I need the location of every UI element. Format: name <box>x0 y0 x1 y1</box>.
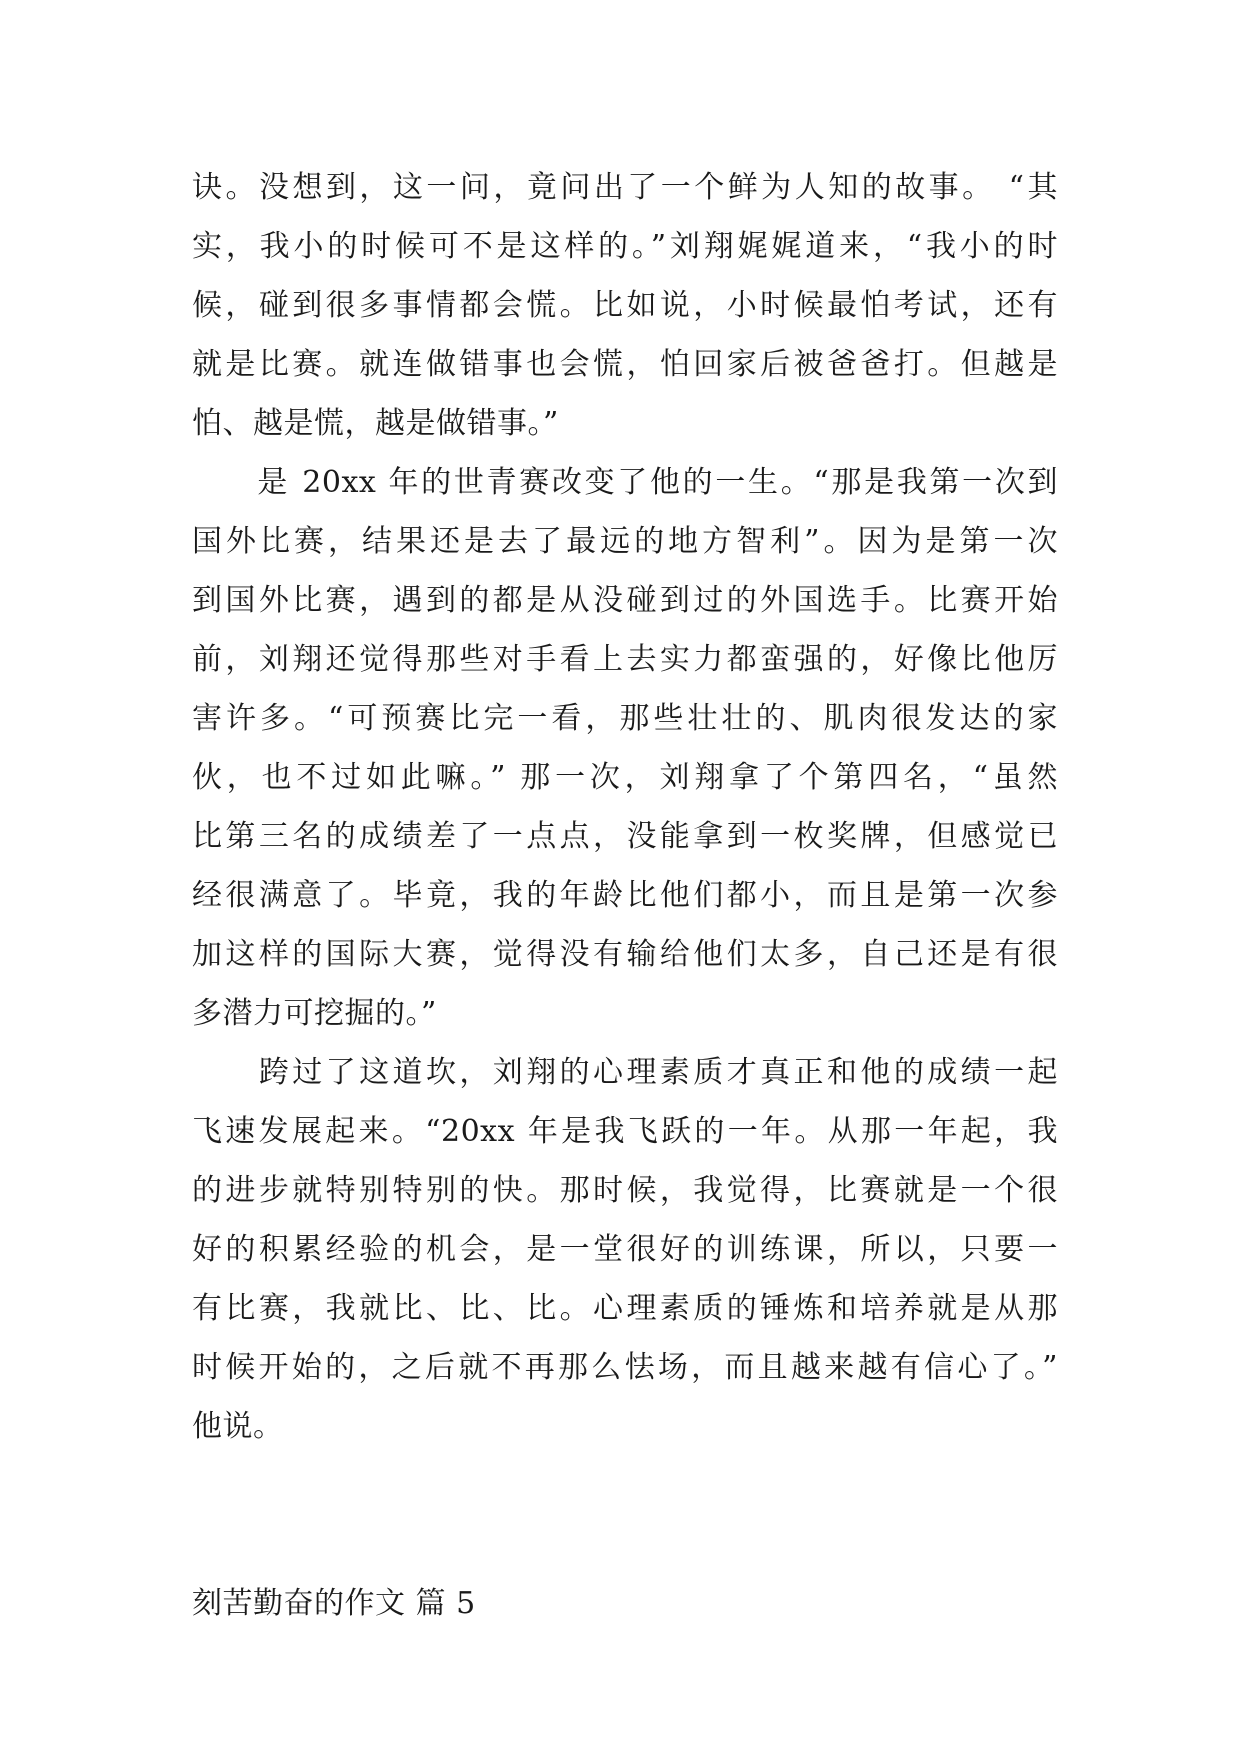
text-line: 就是比赛。就连做错事也会慌，怕回家后被爸爸打。但越是 <box>192 347 1058 382</box>
text-line: 的进步就特别特别的快。那时候，我觉得，比赛就是一个很 <box>192 1173 1058 1208</box>
document-page <box>192 158 1058 1633</box>
text-line: 是 20xx 年的世青赛改变了他的一生。“那是我第一次到 <box>192 465 1058 500</box>
text-line: 候，碰到很多事情都会慌。比如说，小时候最怕考试，还有 <box>192 288 1058 323</box>
text-line: 多潜力可挖掘的。” <box>192 996 437 1031</box>
text-line: 实，我小的时候可不是这样的。”刘翔娓娓道来，“我小的时 <box>192 229 1058 264</box>
text-line: 有比赛，我就比、比、比。心理素质的锤炼和培养就是从那 <box>192 1291 1058 1326</box>
text-line: 怕、越是慌，越是做错事。” <box>192 406 559 441</box>
text-line: 时候开始的，之后就不再那么怯场，而且越来越有信心了。” <box>192 1350 1058 1385</box>
paragraph-3 <box>192 1043 1058 1456</box>
text-line: 加这样的国际大赛，觉得没有输给他们太多，自己还是有很 <box>192 937 1058 972</box>
text-line: 他说。 <box>192 1409 284 1444</box>
section-gap <box>192 1456 1058 1574</box>
text-line: 比第三名的成绩差了一点点，没能拿到一枚奖牌，但感觉已 <box>192 819 1058 854</box>
text-line: 国外比赛，结果还是去了最远的地方智利”。因为是第一次 <box>192 524 1058 559</box>
text-line: 前，刘翔还觉得那些对手看上去实力都蛮强的，好像比他厉 <box>192 642 1058 677</box>
text-line: 害许多。“可预赛比完一看，那些壮壮的、肌肉很发达的家 <box>192 701 1058 736</box>
text-line: 到国外比赛，遇到的都是从没碰到过的外国选手。比赛开始 <box>192 583 1058 618</box>
text-line: 飞速发展起来。“20xx 年是我飞跃的一年。从那一年起，我 <box>192 1114 1058 1149</box>
text-line: 好的积累经验的机会，是一堂很好的训练课，所以，只要一 <box>192 1232 1058 1267</box>
text-line: 伙，也不过如此嘛。” 那一次，刘翔拿了个第四名，“虽然 <box>192 760 1058 795</box>
paragraph-1 <box>192 158 1058 453</box>
section-heading: 刻苦勤奋的作文 篇 5 <box>192 1586 476 1621</box>
paragraph-2 <box>192 453 1058 1043</box>
text-line: 诀。没想到，这一问，竟问出了一个鲜为人知的故事。 “其 <box>192 170 1058 205</box>
text-line: 跨过了这道坎，刘翔的心理素质才真正和他的成绩一起 <box>192 1055 1058 1090</box>
text-line: 经很满意了。毕竟，我的年龄比他们都小，而且是第一次参 <box>192 878 1058 913</box>
